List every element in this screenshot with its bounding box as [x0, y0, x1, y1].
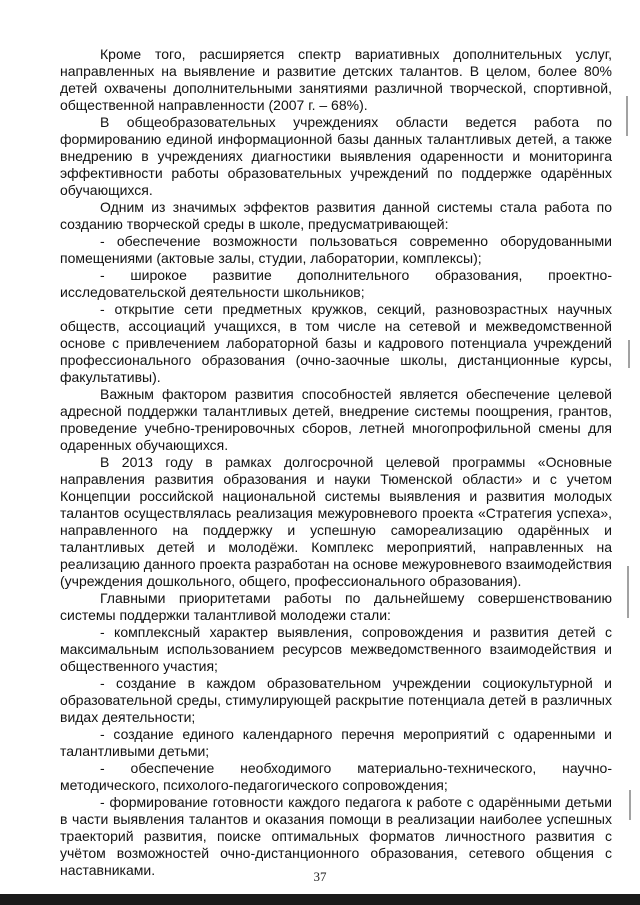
scan-artifact-4 — [629, 790, 631, 820]
paragraph-1: Кроме того, расширяется спектр вариативных дополнительных услуг, направленных на выявление и развитие детских талантов. В целом, более 80% детей охвачены дополнительными занятиями различной творческой, спортивной, общественной направленности (2007 г. – 68%). — [60, 46, 612, 113]
bottom-border — [0, 894, 640, 905]
document-body — [60, 46, 612, 879]
paragraph-4: Важным фактором развития способностей является обеспечение целевой адресной поддержки талантливых детей, внедрение системы поощрения, грантов, проведение учебно-тренировочных сборов, летней многопрофильной смены для одаренных обучающихся. — [60, 386, 612, 453]
list-item-4: - комплексный характер выявления, сопровождения и развития детей с максимальным использованием ресурсов межведомственного взаимодействия и общественного участия; — [60, 624, 612, 674]
paragraph-3: Одним из значимых эффектов развития данной системы стала работа по созданию творческой среды в школе, предусматривающей: — [60, 199, 612, 232]
list-item-6: - создание единого календарного перечня мероприятий с одаренными и талантливыми детьми; — [60, 726, 612, 759]
list-item-3: - открытие сети предметных кружков, секций, разновозрастных научных обществ, ассоциаций учащихся, в том числе на сетевой и межведомственной основе с привлечением лабораторной базы и кадрового потенциала учреждений профессионального образования (очно-заочные школы, дистанционные курсы, факультативы). — [60, 301, 612, 385]
list-item-1: - обеспечение возможности пользоваться современно оборудованными помещениями (актовые залы, студии, лаборатории, комплексы); — [60, 233, 612, 266]
list-item-7: - обеспечение необходимого материально-технического, научно-методического, психолого-педагогического сопровождения; — [60, 760, 612, 793]
scan-artifact-1 — [626, 96, 628, 136]
list-item-5: - создание в каждом образовательном учреждении социокультурной и образовательной среды, стимулирующей раскрытие потенциала детей в различных видах деятельности; — [60, 675, 612, 725]
list-item-2: - широкое развитие дополнительного образования, проектно-исследовательской деятельности школьников; — [60, 267, 612, 300]
paragraph-2: В общеобразовательных учреждениях области ведется работа по формированию единой информационной базы данных талантливых детей, а также внедрению в учреждениях диагностики выявления одаренности и мониторинга эффективности работы образовательных учреждений по поддержке одарённых обучающихся. — [60, 114, 612, 198]
paragraph-5: В 2013 году в рамках долгосрочной целевой программы «Основные направления развития образования и науки Тюменской области» и с учетом Концепции российской национальной системы выявления и развития молодых талантов осуществлялась реализация межуровневого проекта «Стратегия успеха», направленного на поддержку и успешную самореализацию одарённых и талантливых детей и молодёжи. Комплекс мероприятий, направленных на реализацию данного проекта разработан на основе межуровневого взаимодействия (учреждения дошкольного, общего, профессионального образования). — [60, 454, 612, 589]
list-item-8: - формирование готовности каждого педагога к работе с одарёнными детьми в части выявления талантов и оказания помощи в реализации наиболее успешных траекторий развития, поиске оптимальных форматов личностного развития с учётом возможностей очно-дистанционного образования, сетевого общения с наставниками. — [60, 794, 612, 878]
paragraph-6: Главными приоритетами работы по дальнейшему совершенствованию системы поддержки талантливой молодежи стали: — [60, 590, 612, 623]
scan-artifact-2 — [628, 340, 630, 368]
scan-artifact-3 — [627, 566, 629, 618]
page-number: 37 — [313, 869, 327, 884]
